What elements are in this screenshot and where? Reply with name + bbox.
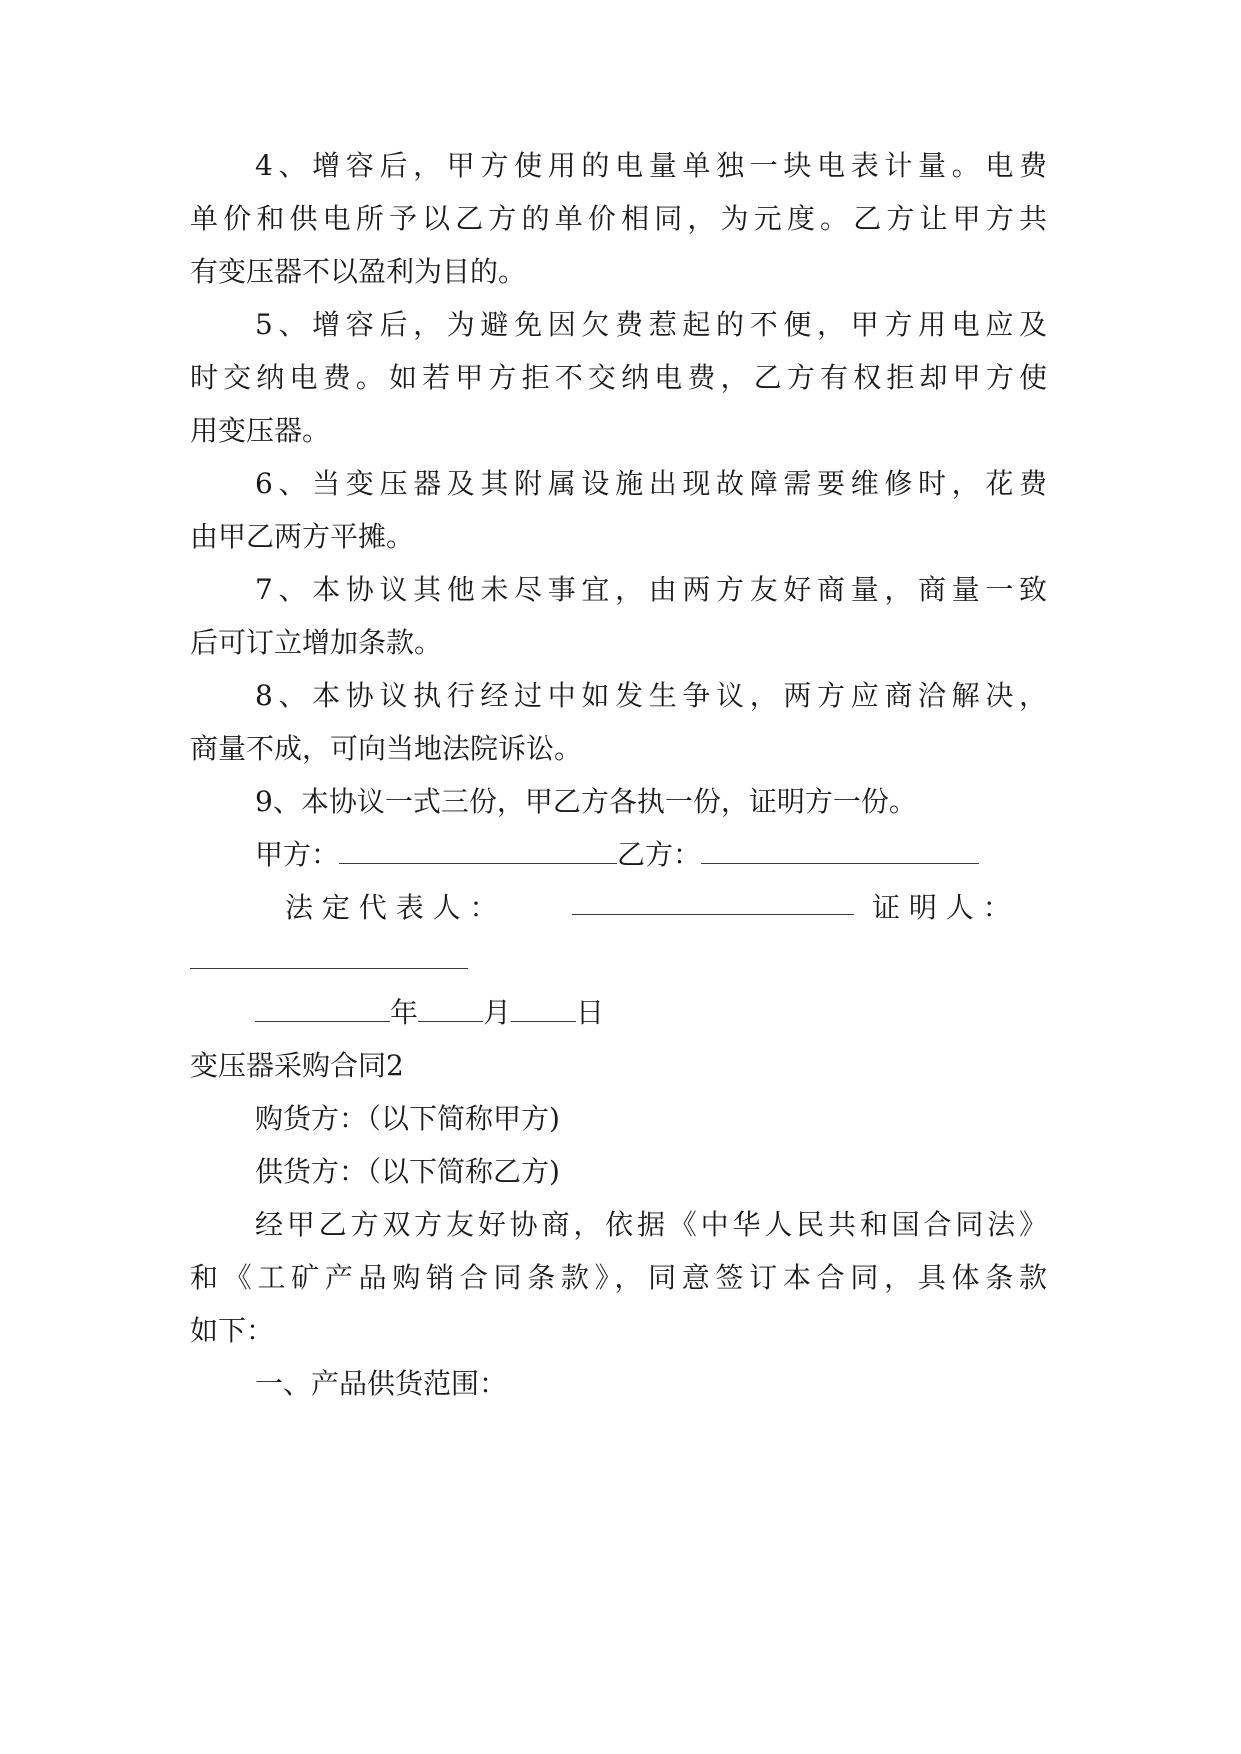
clause-4-line-1: 4、增容后，甲方使用的电量单独一块电表计量。电费 — [255, 149, 1047, 182]
clause-8-line-2: 商量不成，可向当地法院诉讼。 — [190, 732, 583, 765]
party-a-label: 甲方： — [255, 838, 340, 871]
legal-rep-blank — [572, 888, 854, 915]
party-a-blank — [339, 837, 617, 864]
supplier-line: 供货方：（以下简称乙方) — [255, 1155, 560, 1188]
clause-7-line-2: 后可订立增加条款。 — [190, 626, 443, 659]
year-label: 年 — [390, 996, 419, 1029]
intro-line-3: 如下： — [190, 1314, 275, 1347]
day-blank — [511, 995, 576, 1022]
legal-rep-label: 法 定 代 表 人 ： — [285, 891, 498, 924]
signature-parties-row — [255, 835, 979, 875]
clause-6-line-2: 由甲乙两方平摊。 — [190, 520, 415, 553]
year-blank — [255, 995, 390, 1022]
buyer-line: 购货方：（以下简称甲方) — [255, 1102, 560, 1135]
party-b-blank — [701, 837, 979, 864]
clause-8-line-1: 8、本协议执行经过中如发生争议，两方应商洽解决， — [255, 679, 1047, 712]
month-label: 月 — [483, 996, 512, 1029]
clause-5-line-3: 用变压器。 — [190, 414, 331, 447]
month-blank — [418, 995, 483, 1022]
day-label: 日 — [576, 996, 605, 1029]
clause-5-line-1: 5、增容后，为避免因欠费惹起的不便，甲方用电应及 — [255, 308, 1047, 341]
section-1-heading: 一、产品供货范围： — [255, 1367, 508, 1400]
clause-9: 9、本协议一式三份，甲乙方各执一份，证明方一份。 — [255, 785, 917, 818]
intro-line-2: 和《工矿产品购销合同条款》，同意签订本合同，具体条款 — [190, 1261, 1047, 1294]
clause-6-line-1: 6、当变压器及其附属设施出现故障需要维修时，花费 — [255, 467, 1047, 500]
party-b-label: 乙方： — [617, 838, 702, 871]
clause-4-line-2: 单价和供电所予以乙方的单价相同，为元度。乙方让甲方共 — [190, 202, 1047, 235]
clause-4-line-3: 有变压器不以盈利为目的。 — [190, 255, 527, 288]
date-row — [255, 993, 604, 1033]
witness-blank — [190, 942, 468, 969]
clause-7-line-1: 7、本协议其他未尽事宜，由两方友好商量，商量一致 — [255, 573, 1047, 606]
intro-line-1: 经甲乙方双方友好协商，依据《中华人民共和国合同法》 — [255, 1208, 1047, 1241]
clause-5-line-2: 时交纳电费。如若甲方拒不交纳电费，乙方有权拒却甲方使 — [190, 361, 1047, 394]
contract-2-title: 变压器采购合同2 — [190, 1049, 404, 1082]
witness-label: 证 明 人 ： — [872, 891, 1011, 924]
